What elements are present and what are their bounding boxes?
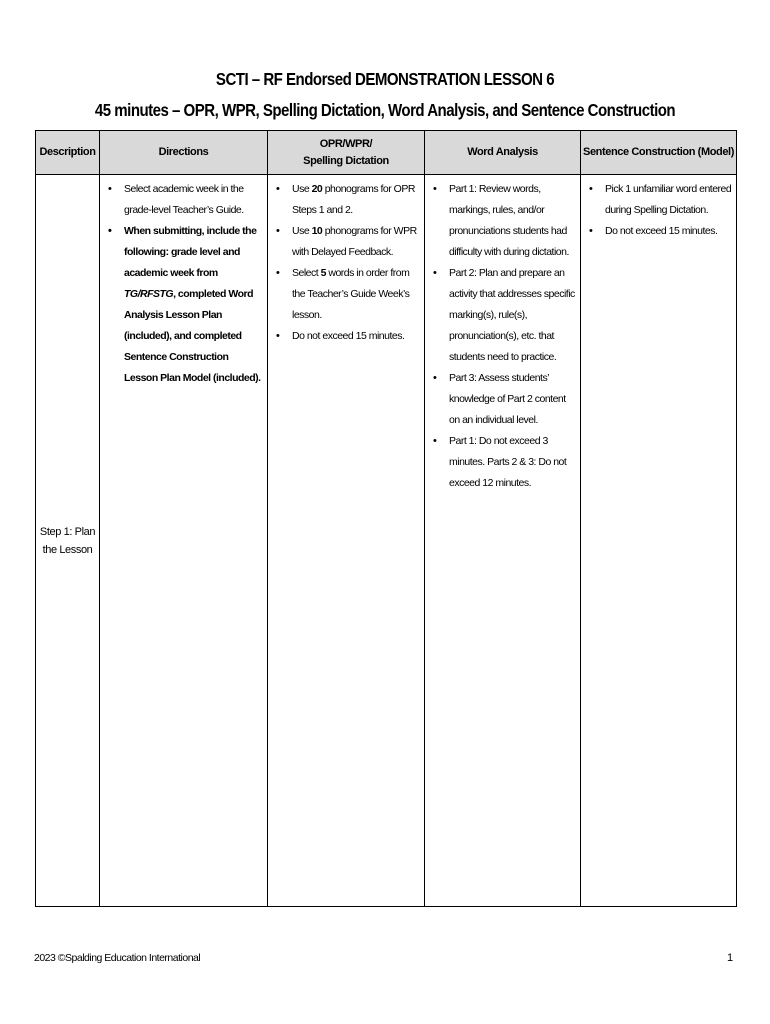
- list-item-text: Use: [292, 225, 312, 237]
- sentence-construction-cell: [581, 175, 737, 907]
- table-header-row: [36, 131, 737, 175]
- header-opr-line-1: OPR/WPR/: [319, 137, 373, 150]
- title-line-2: 45 minutes – OPR, WPR, Spelling Dictation, Word Analysis, and Sentence Construction: [94, 100, 676, 120]
- list-item-text: When submitting, include the following: grade level and academic week from: [124, 225, 257, 279]
- title-line-1: SCTI – RF Endorsed DEMONSTRATION LESSON 6: [215, 69, 555, 89]
- table-row: [36, 175, 737, 907]
- list-item-text: phonograms for WPR with Delayed Feedback.: [292, 225, 417, 258]
- list-item: • Do not exceed 15 minutes.: [274, 326, 420, 347]
- list-item-text: Select: [292, 267, 321, 279]
- page-number: 1: [727, 952, 734, 964]
- lesson-plan-table: [35, 130, 737, 907]
- header-word-analysis: Word Analysis: [425, 131, 581, 175]
- sentence-construction-list: [581, 175, 736, 242]
- list-item-italic: TG/RFSTG: [124, 288, 174, 300]
- copyright-footer: 2023 ©Spalding Education International: [34, 952, 201, 964]
- list-item-text: phonograms for OPR Steps 1 and 2.: [292, 183, 415, 216]
- page-title: [54, 64, 716, 126]
- list-item-text: words in order from the Teacher’s Guide Week’s lesson.: [292, 267, 410, 321]
- list-item-number: 5: [320, 267, 326, 279]
- header-opr-wpr-spelling: [268, 131, 425, 175]
- directions-list: [100, 175, 267, 389]
- word-analysis-cell: [425, 175, 581, 907]
- word-analysis-list: [425, 175, 580, 494]
- list-item-number: 10: [311, 225, 323, 237]
- opr-wpr-cell: [268, 175, 425, 907]
- list-item: • Select academic week in the grade-level Teacher’s Guide.: [106, 179, 263, 221]
- header-directions: Directions: [100, 131, 268, 175]
- list-item-text: , completed Word Analysis Lesson Plan (included), and completed Sentence Construction Lesson Plan Model (included).: [124, 288, 261, 384]
- list-item: [106, 221, 263, 389]
- list-item: • Pick 1 unfamiliar word entered during Spelling Dictation.: [587, 179, 732, 221]
- list-item: [274, 263, 420, 326]
- opr-list: [268, 175, 424, 347]
- header-opr-line-2: Spelling Dictation: [303, 154, 389, 167]
- directions-cell: [100, 175, 268, 907]
- step-label-line-2: the Lesson: [42, 543, 93, 556]
- list-item: • Part 1: Review words, markings, rules, and/or pronunciations students had difficulty with during dictation.: [431, 179, 576, 263]
- header-sentence-construction: Sentence Construction (Model): [581, 131, 737, 175]
- step-label-line-1: Step 1: Plan: [39, 525, 96, 538]
- list-item: • Part 3: Assess students’ knowledge of Part 2 content on an individual level.: [431, 368, 576, 431]
- list-item: • Do not exceed 15 minutes.: [587, 221, 732, 242]
- list-item: [274, 179, 420, 221]
- header-description: Description: [36, 131, 100, 175]
- list-item-number: 20: [311, 183, 323, 195]
- list-item: • Part 1: Do not exceed 3 minutes. Parts 2 & 3: Do not exceed 12 minutes.: [431, 431, 576, 494]
- list-item: • Part 2: Plan and prepare an activity that addresses specific marking(s), rule(s), pronunciation(s), etc. that students need to practice.: [431, 263, 576, 368]
- list-item-text: Use: [292, 183, 312, 195]
- list-item: [274, 221, 420, 263]
- step-description-cell: [36, 175, 100, 907]
